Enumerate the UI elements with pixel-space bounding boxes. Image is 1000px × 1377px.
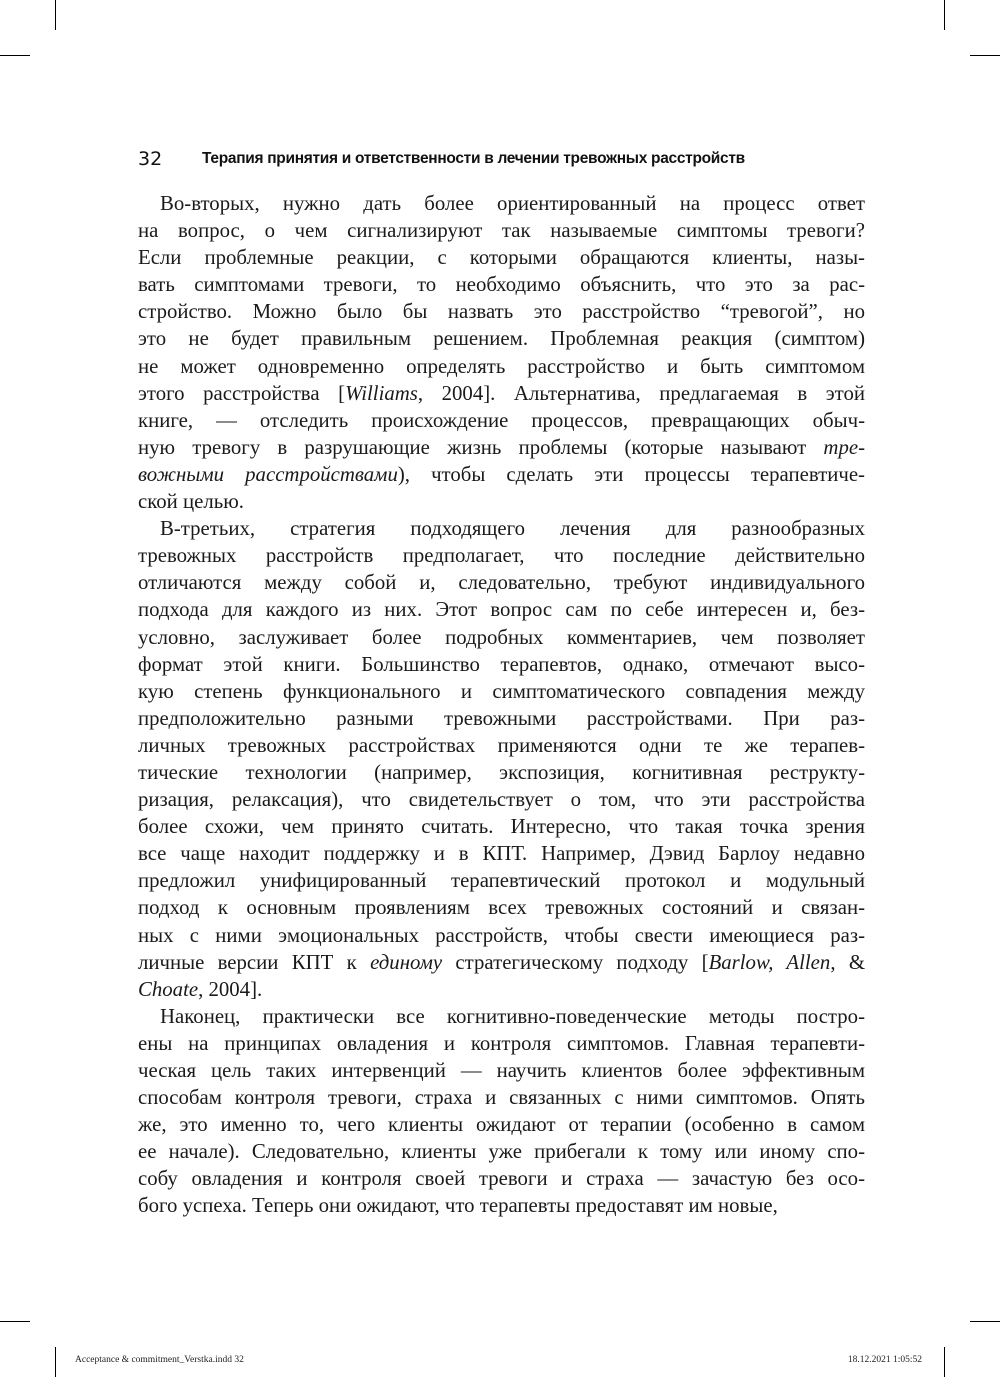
text-run: ены на принципах овладения и контроля симптомов. Главная терапевти- xyxy=(138,1031,865,1055)
text-run: , & xyxy=(830,950,865,974)
text-line xyxy=(138,651,865,678)
text-line xyxy=(138,1003,865,1030)
text-run: Во-вторых, нужно дать более ориентированный на процесс ответ xyxy=(160,192,865,215)
text-line xyxy=(138,542,865,569)
text-run: более схожи, чем принято считать. Интересно, что такая точка зрения xyxy=(138,815,865,839)
text-run: все чаще находит поддержку и в КПТ. Например, Дэвид Барлоу недавно xyxy=(138,842,865,866)
text-run: личных тревожных расстройствах применяются одни те же терапев- xyxy=(138,733,865,757)
text-line xyxy=(138,624,865,651)
text-line xyxy=(138,949,865,976)
paragraph xyxy=(138,515,865,1003)
text-run: отличаются между собой и, следовательно, требуют индивидуального xyxy=(138,571,865,595)
text-run: В-третьих, стратегия подходящего лечения для разнообразных xyxy=(160,517,865,541)
slug-datetime: 18.12.2021 1:05:52 xyxy=(847,1355,922,1365)
text-line xyxy=(138,894,865,921)
text-line xyxy=(138,380,865,407)
italic-text: Barlow, Allen xyxy=(708,950,831,974)
crop-mark xyxy=(944,0,945,30)
text-run: ской целью. xyxy=(138,490,244,514)
text-run: это не будет правильным решением. Проблемная реакция (симптом) xyxy=(138,327,865,351)
text-line xyxy=(138,1192,865,1219)
text-run: предложил унифицированный терапевтический протокол и модульный xyxy=(138,869,865,893)
body-text xyxy=(138,190,865,1220)
running-title: Терапия принятия и ответственности в лечении тревожных расстройств xyxy=(202,150,745,167)
text-run: этого расстройства [ xyxy=(138,381,346,405)
text-run: формат этой книги. Большинство терапевтов, однако, отмечают высо- xyxy=(138,652,865,676)
crop-mark xyxy=(55,0,56,30)
text-run: , 2004]. Альтернатива, предлагаемая в этой xyxy=(417,381,865,405)
italic-text: единому xyxy=(370,950,443,974)
text-line xyxy=(138,732,865,759)
text-line xyxy=(138,353,865,380)
italic-text: тре- xyxy=(823,435,865,459)
text-run: Наконец, практически все когнитивно-поведенческие методы постро- xyxy=(160,1004,865,1028)
paragraph xyxy=(138,1003,865,1220)
text-run: условно, заслуживает более подробных комментариев, чем позволяет xyxy=(138,625,865,649)
text-run: подход к основным проявлениям всех тревожных состояний и связан- xyxy=(138,896,865,920)
text-line xyxy=(138,407,865,434)
text-run: же, это именно то, чего клиенты ожидают от терапии (особенно в самом xyxy=(138,1113,865,1137)
text-line xyxy=(138,678,865,705)
text-line xyxy=(138,515,865,542)
text-run: бого успеха. Теперь они ожидают, что терапевты предоставят им новые, xyxy=(138,1194,778,1218)
text-run: вать симптомами тревоги, то необходимо объяснить, что это за рас- xyxy=(138,273,865,297)
text-run: предположительно разными тревожными расстройствами. При раз- xyxy=(138,706,865,730)
text-run: ческая цель таких интервенций — научить клиентов более эффективным xyxy=(138,1059,865,1082)
crop-mark xyxy=(944,1347,945,1377)
paragraph xyxy=(138,190,865,515)
text-line xyxy=(138,976,865,1003)
italic-text: Choate xyxy=(138,977,199,1001)
text-run: , 2004]. xyxy=(198,977,263,1001)
text-run: ных с ними эмоциональных расстройств, чтобы свести имеющиеся раз- xyxy=(138,923,865,947)
text-line xyxy=(138,840,865,867)
text-line xyxy=(138,461,865,488)
running-header xyxy=(138,148,868,172)
text-run: на вопрос, о чем сигнализируют так называемые симптомы тревоги? xyxy=(138,219,865,243)
text-run: ную тревогу в разрушающие жизнь проблемы (которые называют xyxy=(138,435,824,459)
text-line xyxy=(138,705,865,732)
text-line xyxy=(138,434,865,461)
text-line xyxy=(138,271,865,298)
text-line xyxy=(138,1084,865,1111)
text-run: книге, — отследить происхождение процессов, превращающих обыч- xyxy=(138,408,865,432)
text-run: стройство. Можно было бы назвать это расстройство “тревогой”, но xyxy=(138,300,865,324)
text-run: личные версии КПТ к xyxy=(138,950,371,974)
crop-mark xyxy=(0,55,30,56)
text-run: ризация, релаксация), что свидетельствует о том, что эти расстройства xyxy=(138,788,865,812)
text-line xyxy=(138,1030,865,1057)
text-line xyxy=(138,298,865,325)
text-run: собу овладения и контроля своей тревоги и страха — зачастую без осо- xyxy=(138,1167,865,1191)
text-run: тические технологии (например, экспозиция, когнитивная реструкту- xyxy=(138,760,865,784)
text-line xyxy=(138,596,865,623)
crop-mark xyxy=(55,1347,56,1377)
text-line xyxy=(138,1057,865,1084)
text-run: способам контроля тревоги, страха и связанных с ними симптомов. Опять xyxy=(138,1086,865,1110)
text-line xyxy=(138,1111,865,1138)
text-line xyxy=(138,759,865,786)
italic-text: вожными расстройствами xyxy=(138,462,398,486)
text-line xyxy=(138,867,865,894)
text-run: кую степень функционального и симптоматического совпадения между xyxy=(138,679,865,703)
page-number: 32 xyxy=(138,148,163,170)
text-line xyxy=(138,217,865,244)
crop-mark xyxy=(0,1321,30,1322)
italic-text: Williams xyxy=(345,381,418,405)
text-run: подхода для каждого из них. Этот вопрос сам по себе интересен и, без- xyxy=(138,598,865,622)
text-run: Если проблемные реакции, с которыми обращаются клиенты, назы- xyxy=(138,246,865,270)
text-run: ее начале). Следовательно, клиенты уже прибегали к тому или иному спо- xyxy=(138,1140,865,1164)
text-line xyxy=(138,190,865,217)
text-line xyxy=(138,569,865,596)
slug-file-info: Acceptance & commitment_Verstka.indd 32 xyxy=(75,1355,244,1365)
crop-mark xyxy=(970,1321,1000,1322)
text-run: ), чтобы сделать эти процессы терапевтиче- xyxy=(397,462,865,486)
text-run: не может одновременно определять расстройство и быть симптомом xyxy=(138,354,865,378)
text-line xyxy=(138,813,865,840)
text-line xyxy=(138,922,865,949)
text-run: стратегическому подходу [ xyxy=(442,950,709,974)
text-line xyxy=(138,786,865,813)
text-run: тревожных расстройств предполагает, что последние действительно xyxy=(138,544,865,568)
crop-mark xyxy=(970,55,1000,56)
text-line xyxy=(138,1138,865,1165)
text-line xyxy=(138,488,865,515)
text-line xyxy=(138,244,865,271)
text-line xyxy=(138,325,865,352)
text-line xyxy=(138,1165,865,1192)
